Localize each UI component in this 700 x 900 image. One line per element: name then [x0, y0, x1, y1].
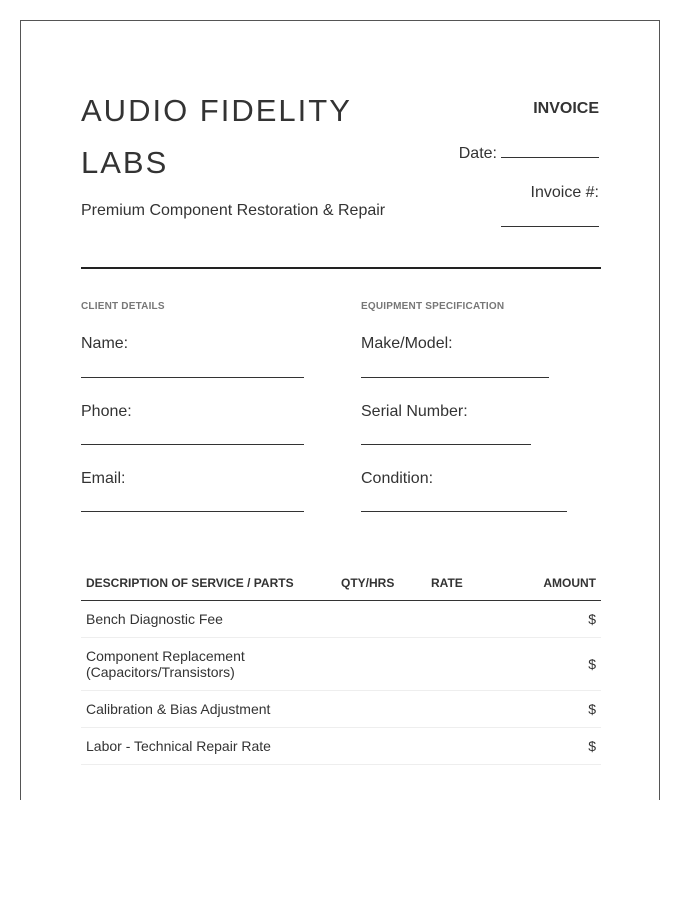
column-header-rate: RATE — [426, 576, 506, 601]
row-amount[interactable]: $ — [506, 601, 601, 638]
header-divider — [81, 267, 601, 269]
row-description: Bench Diagnostic Fee — [81, 601, 336, 638]
row-rate[interactable] — [426, 638, 506, 691]
invoice-page — [20, 20, 660, 800]
client-email-label: Email: — [81, 470, 126, 487]
table-row — [81, 638, 601, 691]
client-email-field[interactable] — [81, 511, 304, 512]
row-qty[interactable] — [336, 728, 426, 765]
serial-number-label: Serial Number: — [361, 403, 468, 420]
row-qty[interactable] — [336, 601, 426, 638]
client-phone-label: Phone: — [81, 403, 132, 420]
row-rate[interactable] — [426, 601, 506, 638]
invoice-number-label: Invoice #: — [530, 184, 599, 201]
date-field[interactable] — [501, 143, 599, 158]
invoice-title: INVOICE — [533, 100, 599, 117]
row-description: Labor - Technical Repair Rate — [81, 728, 336, 765]
column-header-qty: QTY/HRS — [336, 576, 426, 601]
serial-number-field[interactable] — [361, 444, 531, 445]
row-qty[interactable] — [336, 691, 426, 728]
company-name: AUDIO FIDELITY LABS — [81, 93, 352, 180]
row-rate[interactable] — [426, 691, 506, 728]
company-tagline: Premium Component Restoration & Repair — [81, 202, 386, 219]
client-details-heading: CLIENT DETAILS — [81, 301, 165, 312]
row-qty[interactable] — [336, 638, 426, 691]
row-amount[interactable]: $ — [506, 728, 601, 765]
row-amount[interactable]: $ — [506, 691, 601, 728]
row-description: Calibration & Bias Adjustment — [81, 691, 336, 728]
column-header-amount: AMOUNT — [506, 576, 601, 601]
condition-field[interactable] — [361, 511, 567, 512]
table-row — [81, 601, 601, 638]
date-row — [459, 143, 599, 163]
client-name-label: Name: — [81, 335, 129, 352]
client-name-field[interactable] — [81, 377, 304, 378]
table-row — [81, 728, 601, 765]
date-label: Date: — [458, 145, 497, 162]
table-row — [81, 691, 601, 728]
row-rate[interactable] — [426, 728, 506, 765]
service-items-table — [81, 576, 601, 765]
invoice-number-field[interactable] — [501, 226, 599, 227]
make-model-field[interactable] — [361, 377, 549, 378]
client-phone-field[interactable] — [81, 444, 304, 445]
column-header-description: DESCRIPTION OF SERVICE / PARTS — [81, 576, 336, 601]
row-description: Component Replacement (Capacitors/Transistors) — [81, 638, 336, 691]
make-model-label: Make/Model: — [361, 335, 453, 352]
condition-label: Condition: — [361, 470, 434, 487]
table-header-row — [81, 576, 601, 601]
row-amount[interactable]: $ — [506, 638, 601, 691]
equipment-heading: EQUIPMENT SPECIFICATION — [361, 301, 505, 312]
